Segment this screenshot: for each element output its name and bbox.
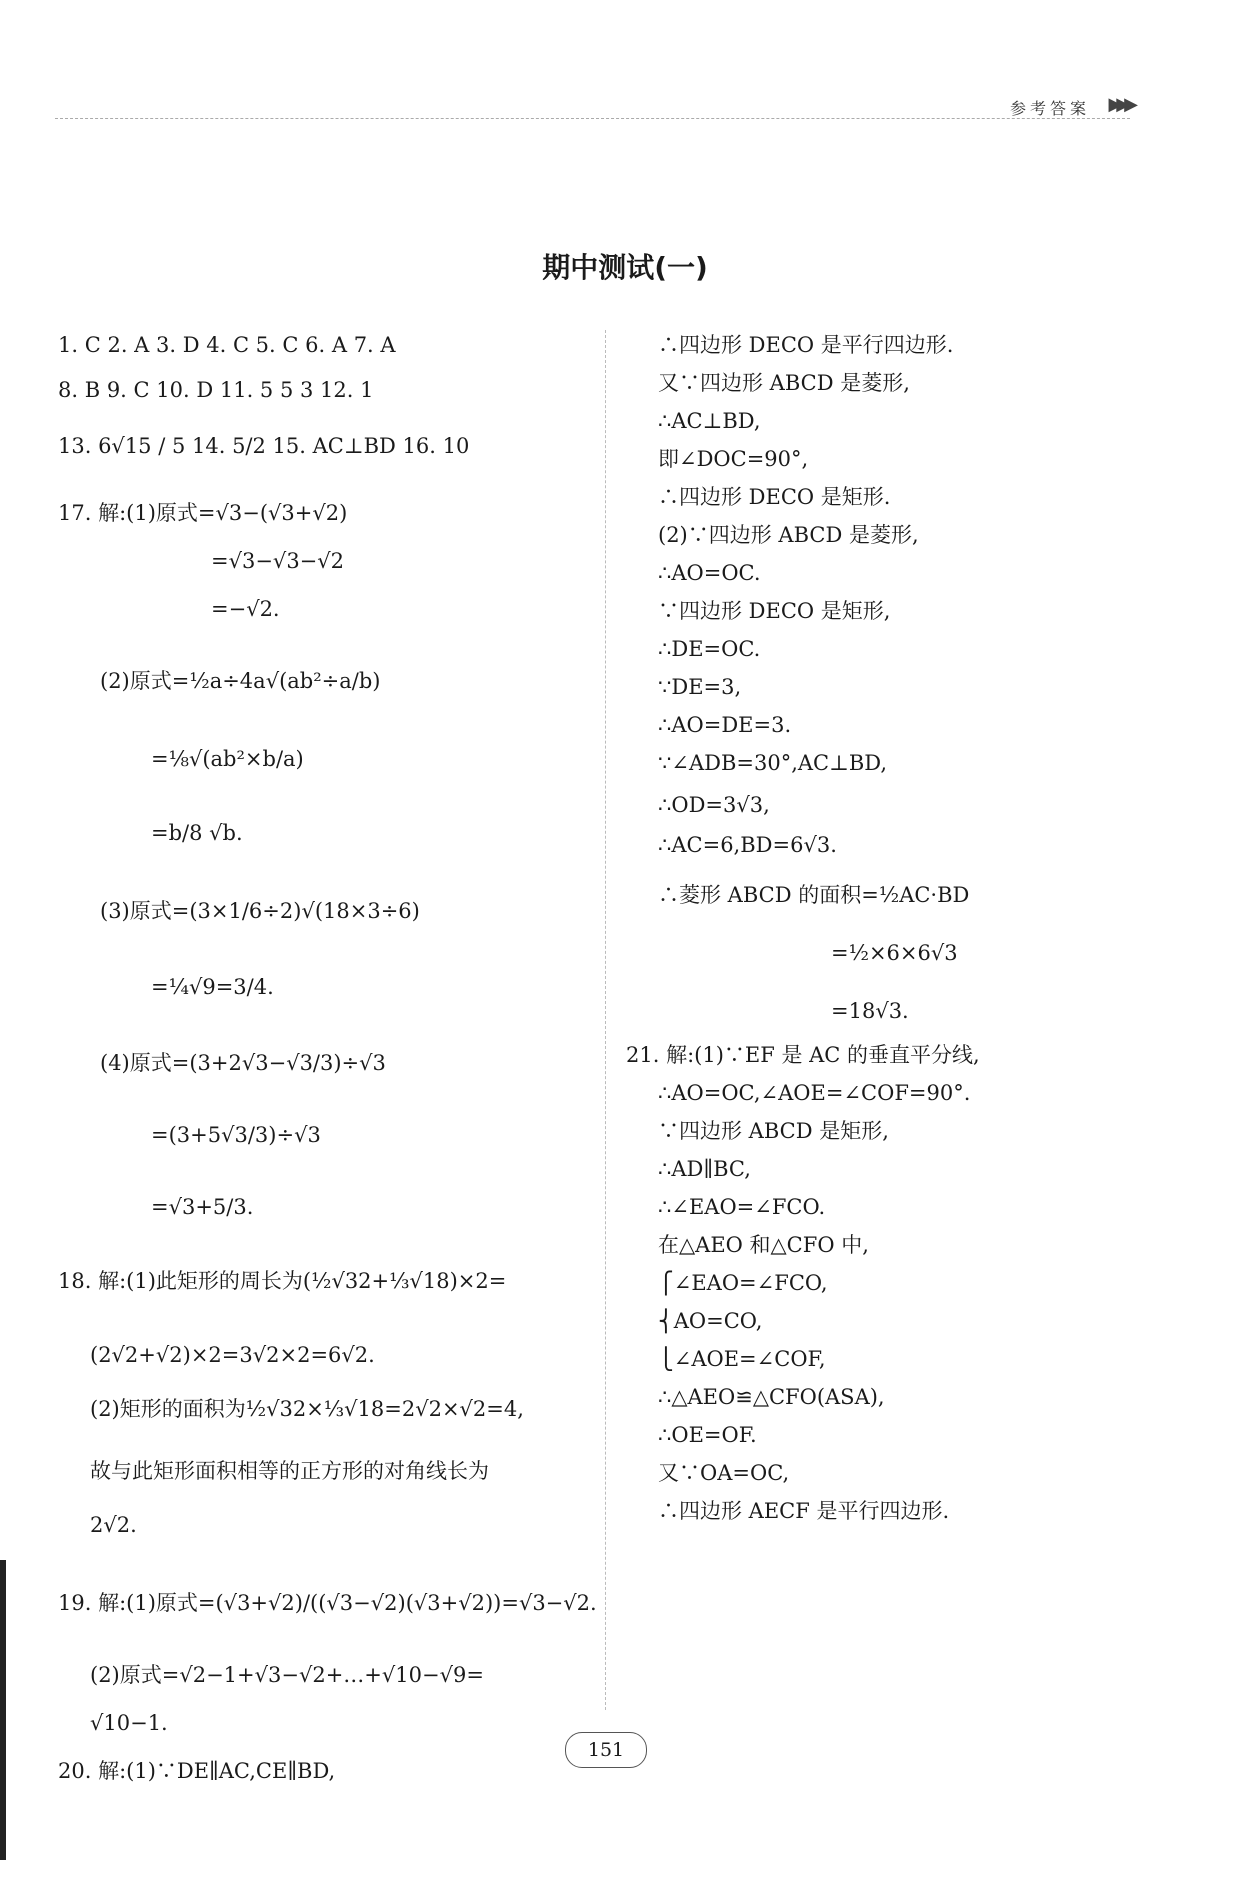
answer-line: 1. C 2. A 3. D 4. C 5. C 6. A 7. A bbox=[58, 333, 396, 357]
answer-line: =−√2. bbox=[211, 597, 280, 621]
right-column bbox=[626, 330, 1186, 1526]
answer-line: ∴AD∥BC, bbox=[658, 1157, 751, 1181]
answer-line: 18. 解:(1)此矩形的周长为(½√32+⅓√18)×2= bbox=[58, 1269, 507, 1293]
answer-line: 故与此矩形面积相等的正方形的对角线长为 bbox=[90, 1459, 489, 1483]
answer-line: ∴四边形 AECF 是平行四边形. bbox=[658, 1499, 950, 1523]
answer-line: ⎩∠AOE=∠COF, bbox=[658, 1347, 826, 1371]
answer-line: ∴DE=OC. bbox=[658, 637, 761, 661]
page-number: 151 bbox=[565, 1732, 647, 1768]
answer-line: (2)原式=√2−1+√3−√2+…+√10−√9= bbox=[90, 1663, 484, 1687]
answer-line: ∴AC⊥BD, bbox=[658, 409, 761, 433]
answer-line: 在△AEO 和△CFO 中, bbox=[658, 1233, 869, 1257]
column-divider bbox=[605, 330, 606, 1710]
answer-line: (3)原式=(3×1/6÷2)√(18×3÷6) bbox=[100, 899, 420, 923]
answer-line: (2)原式=½a÷4a√(ab²÷a/b) bbox=[100, 669, 381, 693]
answer-line: ∴AO=DE=3. bbox=[658, 713, 792, 737]
answer-line: ∵四边形 ABCD 是矩形, bbox=[658, 1119, 889, 1143]
answer-line: 17. 解:(1)原式=√3−(√3+√2) bbox=[58, 501, 348, 525]
answer-line: =b/8 √b. bbox=[151, 821, 243, 845]
header-label: 参考答案 bbox=[1009, 99, 1090, 118]
answer-line: 又∵OA=OC, bbox=[658, 1461, 790, 1485]
answer-line: =⅛√(ab²×b/a) bbox=[151, 747, 304, 771]
answer-line: ⎨AO=CO, bbox=[658, 1309, 763, 1333]
answer-line: √10−1. bbox=[90, 1711, 168, 1735]
header-arrows-icon: ▶▶▶ bbox=[1108, 94, 1132, 115]
answer-line: =√3+5/3. bbox=[151, 1195, 254, 1219]
answer-line: ∴△AEO≌△CFO(ASA), bbox=[658, 1385, 885, 1409]
answer-line: 13. 6√15 / 5 14. 5/2 15. AC⊥BD 16. 10 bbox=[58, 434, 470, 458]
answer-line: 19. 解:(1)原式=(√3+√2)/((√3−√2)(√3+√2))=√3−√2. bbox=[58, 1591, 597, 1615]
answer-line: =½×6×6√3 bbox=[831, 941, 958, 965]
answer-line: ∴AO=OC. bbox=[658, 561, 761, 585]
page-title: 期中测试(一) bbox=[542, 251, 708, 284]
answer-line: ∴OD=3√3, bbox=[658, 793, 770, 817]
answer-line: ∴AC=6,BD=6√3. bbox=[658, 833, 837, 857]
answer-line: (2)矩形的面积为½√32×⅓√18=2√2×√2=4, bbox=[90, 1397, 524, 1421]
answer-line: ∴∠EAO=∠FCO. bbox=[658, 1195, 826, 1219]
answer-line: ∴四边形 DECO 是平行四边形. bbox=[658, 333, 954, 357]
header-rule bbox=[55, 118, 1130, 119]
answer-line: ∵∠ADB=30°,AC⊥BD, bbox=[658, 751, 888, 775]
left-column bbox=[58, 330, 597, 1786]
answer-line: ∴AO=OC,∠AOE=∠COF=90°. bbox=[658, 1081, 971, 1105]
answer-line: ∴OE=OF. bbox=[658, 1423, 757, 1447]
answer-line: ∵四边形 DECO 是矩形, bbox=[658, 599, 891, 623]
answer-line: 即∠DOC=90°, bbox=[658, 447, 809, 471]
answer-line: (4)原式=(3+2√3−√3/3)÷√3 bbox=[100, 1051, 386, 1075]
answer-line: =(3+5√3/3)÷√3 bbox=[151, 1123, 321, 1147]
answer-line: 又∵四边形 ABCD 是菱形, bbox=[658, 371, 910, 395]
answer-line: =18√3. bbox=[831, 999, 909, 1023]
page-edge-bar bbox=[0, 1560, 6, 1860]
answer-line: 21. 解:(1)∵EF 是 AC 的垂直平分线, bbox=[626, 1043, 980, 1067]
answer-line: (2√2+√2)×2=3√2×2=6√2. bbox=[90, 1343, 375, 1367]
answer-line: 2√2. bbox=[90, 1513, 137, 1537]
answer-line: ∴四边形 DECO 是矩形. bbox=[658, 485, 891, 509]
answer-line: (2)∵四边形 ABCD 是菱形, bbox=[658, 523, 919, 547]
answer-line: =√3−√3−√2 bbox=[211, 549, 345, 573]
answer-line: 20. 解:(1)∵DE∥AC,CE∥BD, bbox=[58, 1759, 336, 1783]
answer-line: 8. B 9. C 10. D 11. 5 5 3 12. 1 bbox=[58, 378, 374, 402]
answer-line: =¼√9=3/4. bbox=[151, 975, 274, 999]
answer-line: ∴菱形 ABCD 的面积=½AC·BD bbox=[658, 883, 970, 907]
answer-line: ∵DE=3, bbox=[658, 675, 742, 699]
answer-line: ⎧∠EAO=∠FCO, bbox=[658, 1271, 828, 1295]
